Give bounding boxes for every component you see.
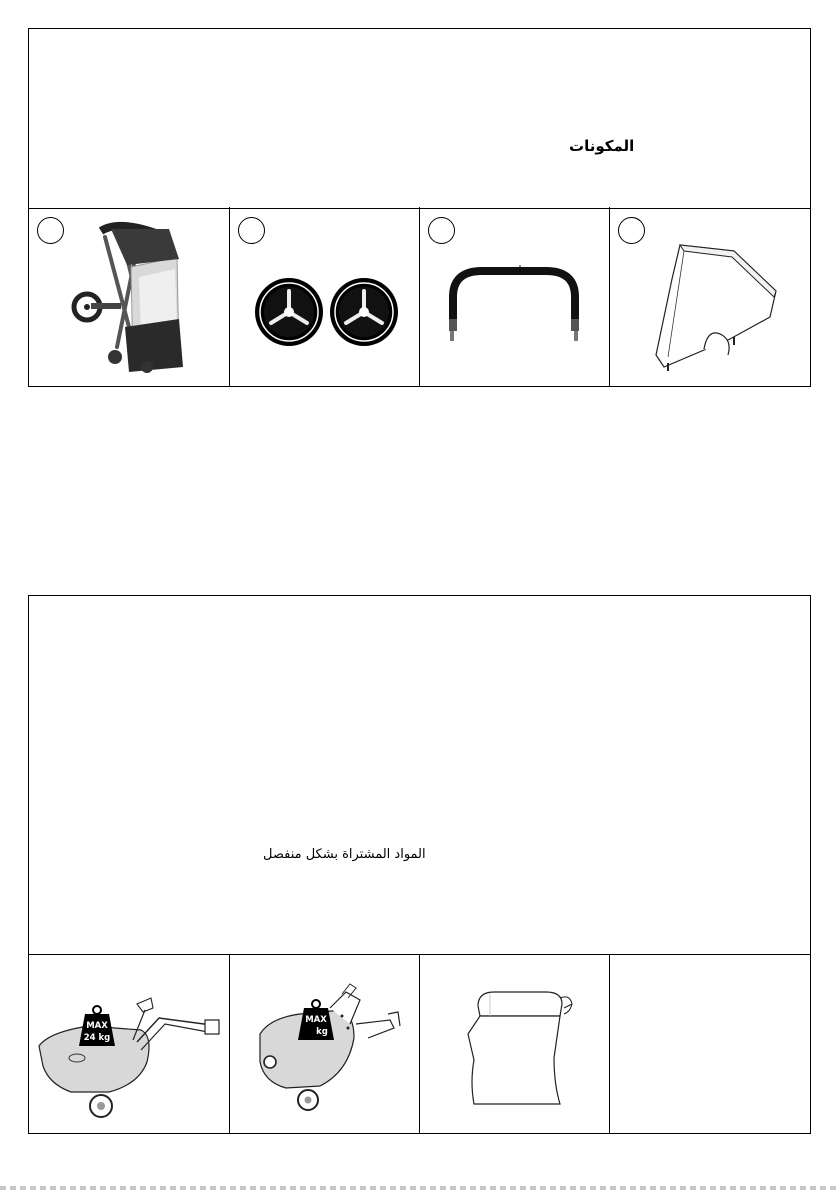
- wheels-image: [230, 207, 420, 386]
- component-cell-canopy: [610, 207, 810, 386]
- canopy-image: [610, 207, 810, 386]
- component-cell-folded-stroller: [29, 207, 230, 386]
- max-badge-label: MAX: [86, 1021, 108, 1031]
- seat-liner-image: [420, 954, 610, 1133]
- accessories-panel: [28, 595, 811, 1134]
- components-panel: [28, 28, 811, 387]
- accessory-cell-buggy-board-seat: [29, 954, 230, 1133]
- accessories-header: [29, 596, 810, 955]
- accessories-grid: [29, 954, 810, 1133]
- components-grid: [29, 207, 810, 386]
- components-header: [29, 29, 810, 209]
- wheel-left: [255, 278, 323, 346]
- folded-stroller-image: [29, 207, 230, 386]
- bumper-bar-image: [420, 207, 610, 386]
- accessory-cell-seat-liner: [420, 954, 610, 1133]
- max-badge-weight: kg: [316, 1027, 328, 1037]
- components-title: المكونات: [569, 137, 635, 155]
- bottom-dashed-line: [0, 1186, 840, 1190]
- component-cell-wheels: [230, 207, 420, 386]
- component-cell-bumper-bar: [420, 207, 610, 386]
- accessory-cell-buggy-board: [230, 954, 420, 1133]
- buggy-board-image: [230, 954, 420, 1133]
- wheel-right: [330, 278, 398, 346]
- accessory-cell-empty: [610, 954, 810, 1133]
- max-badge-label: MAX: [305, 1015, 327, 1025]
- accessories-title: المواد المشتراة بشكل منفصل: [263, 847, 426, 862]
- buggy-board-seat-image: [29, 954, 230, 1133]
- max-badge-weight: 24 kg: [83, 1033, 111, 1043]
